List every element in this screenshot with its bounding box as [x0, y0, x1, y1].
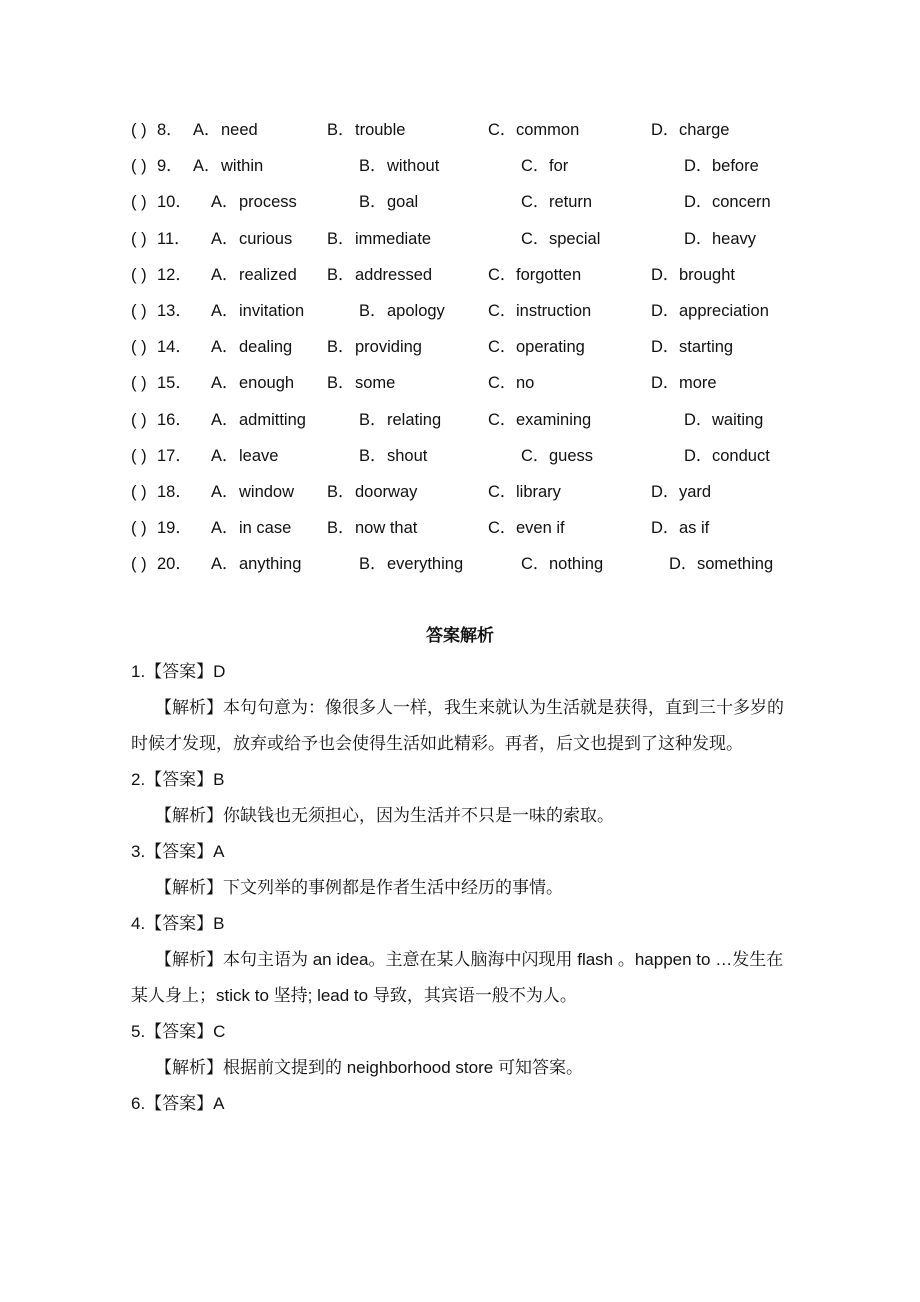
option-text: special — [549, 229, 601, 248]
answer-blank: ( ) — [131, 555, 147, 574]
option-text: addressed — [355, 265, 433, 284]
option-letter: C． — [521, 193, 550, 212]
option-text: goal — [387, 193, 419, 212]
option-letter: D． — [651, 302, 680, 320]
answer-blank: ( ) — [131, 410, 147, 429]
option-letter: C． — [488, 265, 517, 284]
option-text: everything — [387, 555, 464, 574]
option-text: yard — [679, 483, 712, 501]
option-text: brought — [679, 265, 735, 284]
answer-head: 6.【答案】A — [131, 1094, 225, 1113]
answer-head: 1.【答案】D — [131, 662, 226, 681]
answer-blank: ( ) — [131, 374, 147, 393]
option-letter: D． — [669, 555, 698, 574]
option-letter: C． — [488, 338, 517, 357]
option-letter: D． — [684, 193, 713, 212]
option-letter: D． — [651, 265, 680, 284]
answer-blank: ( ) — [131, 265, 147, 284]
question-number: 16． — [157, 410, 192, 429]
option-text: enough — [239, 374, 295, 393]
option-text: guess — [549, 446, 594, 465]
option-text: charge — [679, 121, 730, 139]
option-text: curious — [239, 229, 293, 248]
question-number: 18． — [157, 483, 192, 501]
option-letter: D． — [684, 446, 713, 465]
question-number: 20． — [157, 555, 192, 574]
option-text: need — [221, 121, 258, 139]
option-text: appreciation — [679, 302, 769, 320]
option-letter: B． — [327, 265, 355, 284]
answers-section — [131, 654, 791, 1122]
option-letter: C． — [488, 410, 517, 429]
question-number: 11． — [157, 229, 191, 248]
option-letter: A． — [211, 338, 239, 357]
answer-blank: ( ) — [131, 483, 147, 501]
option-letter: D． — [651, 374, 680, 393]
option-letter: C． — [521, 555, 550, 574]
option-letter: D． — [651, 338, 680, 357]
option-text: admitting — [239, 410, 306, 429]
question-number: 8． — [157, 121, 183, 139]
answer-blank: ( ) — [131, 519, 147, 538]
option-letter: A． — [211, 446, 239, 465]
answer-explanation: 【解析】本句句意为：像很多人一样，我生来就认为生活就是获得，直到三十多岁的时候才发现，放弃或给予也会使得生活如此精彩。再者，后文也提到了这种发现。 — [131, 698, 784, 753]
option-text: common — [516, 121, 580, 139]
option-text: forgotten — [516, 265, 582, 284]
option-letter: D． — [651, 519, 680, 538]
answer-blank: ( ) — [131, 121, 147, 139]
option-text: dealing — [239, 338, 293, 357]
option-letter: B． — [359, 446, 387, 465]
option-text: immediate — [355, 229, 432, 248]
option-text: for — [549, 157, 569, 176]
question-number: 10． — [157, 193, 192, 212]
option-letter: A． — [211, 265, 239, 284]
option-text: examining — [516, 410, 592, 429]
option-letter: B． — [327, 374, 355, 393]
question-number: 19． — [157, 519, 192, 538]
option-letter: B． — [359, 410, 387, 429]
option-letter: C． — [488, 302, 517, 320]
question-number: 17． — [157, 446, 192, 465]
answer-blank: ( ) — [131, 229, 147, 248]
answer-explanation: 【解析】根据前文提到的 neighborhood store 可知答案。 — [155, 1058, 583, 1077]
option-text: trouble — [355, 121, 406, 139]
option-text: in case — [239, 519, 292, 538]
option-text: providing — [355, 338, 422, 357]
option-letter: B． — [327, 338, 355, 357]
option-text: nothing — [549, 555, 604, 574]
option-letter: A． — [211, 483, 239, 501]
option-letter: C． — [488, 374, 517, 393]
option-text: library — [516, 483, 561, 501]
option-text: before — [712, 157, 759, 176]
option-letter: D． — [684, 410, 713, 429]
question-number: 12． — [157, 265, 192, 284]
option-text: without — [387, 157, 440, 176]
option-letter: A． — [193, 157, 221, 176]
option-letter: A． — [211, 410, 239, 429]
option-letter: D． — [684, 229, 713, 248]
option-letter: C． — [488, 519, 517, 538]
option-letter: A． — [193, 121, 221, 139]
option-text: some — [355, 374, 396, 393]
option-text: return — [549, 193, 593, 212]
option-letter: A． — [211, 519, 239, 538]
answers-title: 答案解析 — [426, 626, 494, 645]
option-text: within — [221, 157, 264, 176]
option-text: anything — [239, 555, 302, 574]
question-number: 13． — [157, 302, 192, 320]
option-letter: D． — [651, 121, 680, 139]
question-number: 15． — [157, 374, 192, 393]
option-text: more — [679, 374, 717, 393]
option-text: as if — [679, 519, 710, 538]
option-letter: B． — [327, 121, 355, 139]
option-letter: C． — [488, 483, 517, 501]
option-letter: A． — [211, 229, 239, 248]
option-letter: C． — [488, 121, 517, 139]
option-text: leave — [239, 446, 279, 465]
option-text: realized — [239, 265, 297, 284]
option-letter: B． — [359, 157, 387, 176]
option-text: operating — [516, 338, 585, 357]
answer-head: 3.【答案】A — [131, 842, 225, 861]
option-letter: B． — [359, 193, 387, 212]
answer-head: 4.【答案】B — [131, 914, 225, 933]
answer-explanation: 【解析】本句主语为 an idea。主意在某人脑海中闪现用 flash 。happen to …发生在某人身上；stick to 坚持; lead to 导致，其宾语一般不为人。 — [131, 950, 784, 1005]
option-letter: A． — [211, 302, 239, 320]
option-text: invitation — [239, 302, 305, 320]
answer-blank: ( ) — [131, 338, 147, 357]
option-letter: A． — [211, 374, 239, 393]
answer-blank: ( ) — [131, 157, 147, 176]
answer-blank: ( ) — [131, 446, 147, 465]
option-text: no — [516, 374, 535, 393]
option-text: instruction — [516, 302, 592, 320]
option-text: apology — [387, 302, 445, 320]
option-letter: B． — [327, 229, 355, 248]
answer-explanation: 【解析】你缺钱也无须担心，因为生活并不只是一味的索取。 — [155, 806, 614, 825]
answer-blank: ( ) — [131, 302, 147, 320]
option-text: conduct — [712, 446, 770, 465]
answer-blank: ( ) — [131, 193, 147, 212]
option-letter: B． — [359, 302, 387, 320]
option-letter: C． — [521, 229, 550, 248]
option-text: waiting — [712, 410, 764, 429]
answer-head: 2.【答案】B — [131, 770, 225, 789]
option-letter: B． — [327, 483, 355, 501]
option-letter: B． — [327, 519, 355, 538]
option-text: now that — [355, 519, 418, 538]
answer-explanation: 【解析】下文列举的事例都是作者生活中经历的事情。 — [155, 878, 563, 897]
option-text: shout — [387, 446, 428, 465]
answer-head: 5.【答案】C — [131, 1022, 226, 1041]
question-number: 14． — [157, 338, 192, 357]
option-text: something — [697, 555, 774, 574]
option-letter: A． — [211, 555, 239, 574]
option-text: doorway — [355, 483, 418, 501]
question-number: 9． — [157, 157, 183, 176]
option-text: heavy — [712, 229, 757, 248]
option-letter: A． — [211, 193, 239, 212]
option-text: starting — [679, 338, 734, 357]
option-text: concern — [712, 193, 771, 212]
option-text: window — [239, 483, 295, 501]
option-text: relating — [387, 410, 442, 429]
option-letter: D． — [651, 483, 680, 501]
option-letter: B． — [359, 555, 387, 574]
option-letter: C． — [521, 446, 550, 465]
option-letter: C． — [521, 157, 550, 176]
option-text: process — [239, 193, 297, 212]
option-text: even if — [516, 519, 565, 538]
option-letter: D． — [684, 157, 713, 176]
